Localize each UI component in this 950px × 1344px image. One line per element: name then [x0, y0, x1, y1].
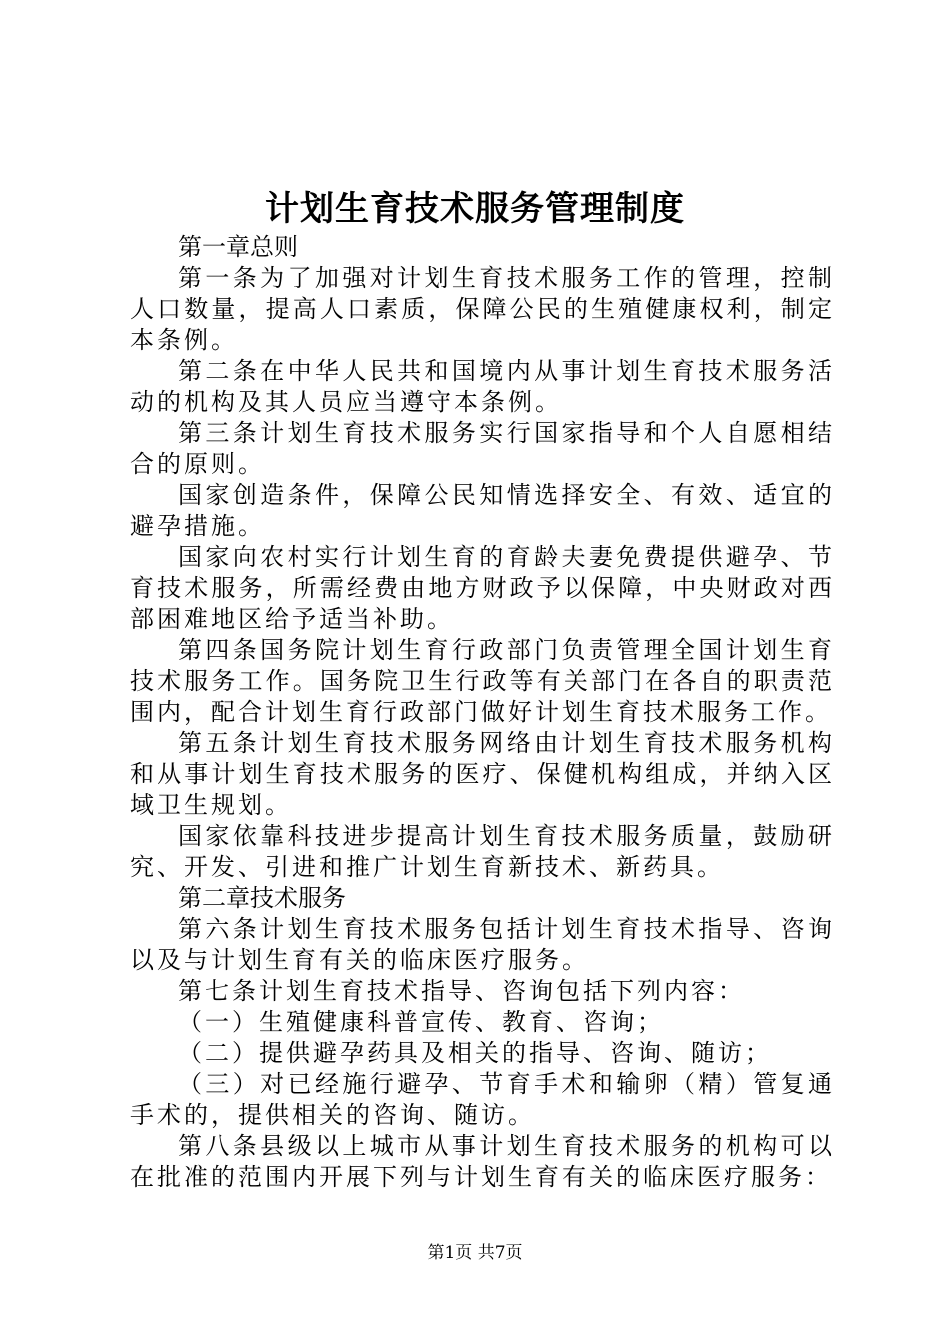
article-paragraph: 第五条计划生育技术服务网络由计划生育技术服务机构和从事计划生育技术服务的医疗、保健机构组成，并纳入区域卫生规划。: [130, 729, 835, 819]
chapter-heading: 第二章技术服务: [178, 884, 346, 912]
page-footer: 第1页 共7页: [427, 1243, 523, 1263]
document-body: [130, 232, 835, 1193]
article-paragraph: 国家创造条件，保障公民知情选择安全、有效、适宜的避孕措施。: [130, 481, 835, 540]
list-item: （三）对已经施行避孕、节育手术和输卵（精）管复通手术的，提供相关的咨询、随访。: [130, 1070, 835, 1129]
article-paragraph: 第八条县级以上城市从事计划生育技术服务的机构可以在批准的范围内开展下列与计划生育有关的临床医疗服务：: [130, 1132, 835, 1191]
article-paragraph: 第二条在中华人民共和国境内从事计划生育技术服务活动的机构及其人员应当遵守本条例。: [130, 357, 835, 416]
document-title: 计划生育技术服务管理制度: [265, 189, 685, 229]
list-item: （一）生殖健康科普宣传、教育、咨询；: [178, 1008, 664, 1036]
article-paragraph: 第一条为了加强对计划生育技术服务工作的管理，控制人口数量，提高人口素质，保障公民的生殖健康权利，制定本条例。: [130, 264, 835, 354]
article-paragraph: 国家向农村实行计划生育的育龄夫妻免费提供避孕、节育技术服务，所需经费由地方财政予以保障，中央财政对西部困难地区给予适当补助。: [130, 543, 835, 633]
article-paragraph: 第六条计划生育技术服务包括计划生育技术指导、咨询以及与计划生育有关的临床医疗服务。: [130, 915, 835, 974]
article-paragraph: 第三条计划生育技术服务实行国家指导和个人自愿相结合的原则。: [130, 419, 835, 478]
article-paragraph: 第七条计划生育技术指导、咨询包括下列内容：: [178, 977, 745, 1005]
article-paragraph: 第四条国务院计划生育行政部门负责管理全国计划生育技术服务工作。国务院卫生行政等有关部门在各自的职责范围内，配合计划生育行政部门做好计划生育技术服务工作。: [130, 636, 835, 726]
chapter-heading: 第一章总则: [178, 233, 298, 261]
list-item: （二）提供避孕药具及相关的指导、咨询、随访；: [178, 1039, 772, 1067]
article-paragraph: 国家依靠科技进步提高计划生育技术服务质量，鼓励研究、开发、引进和推广计划生育新技术、新药具。: [130, 822, 835, 881]
